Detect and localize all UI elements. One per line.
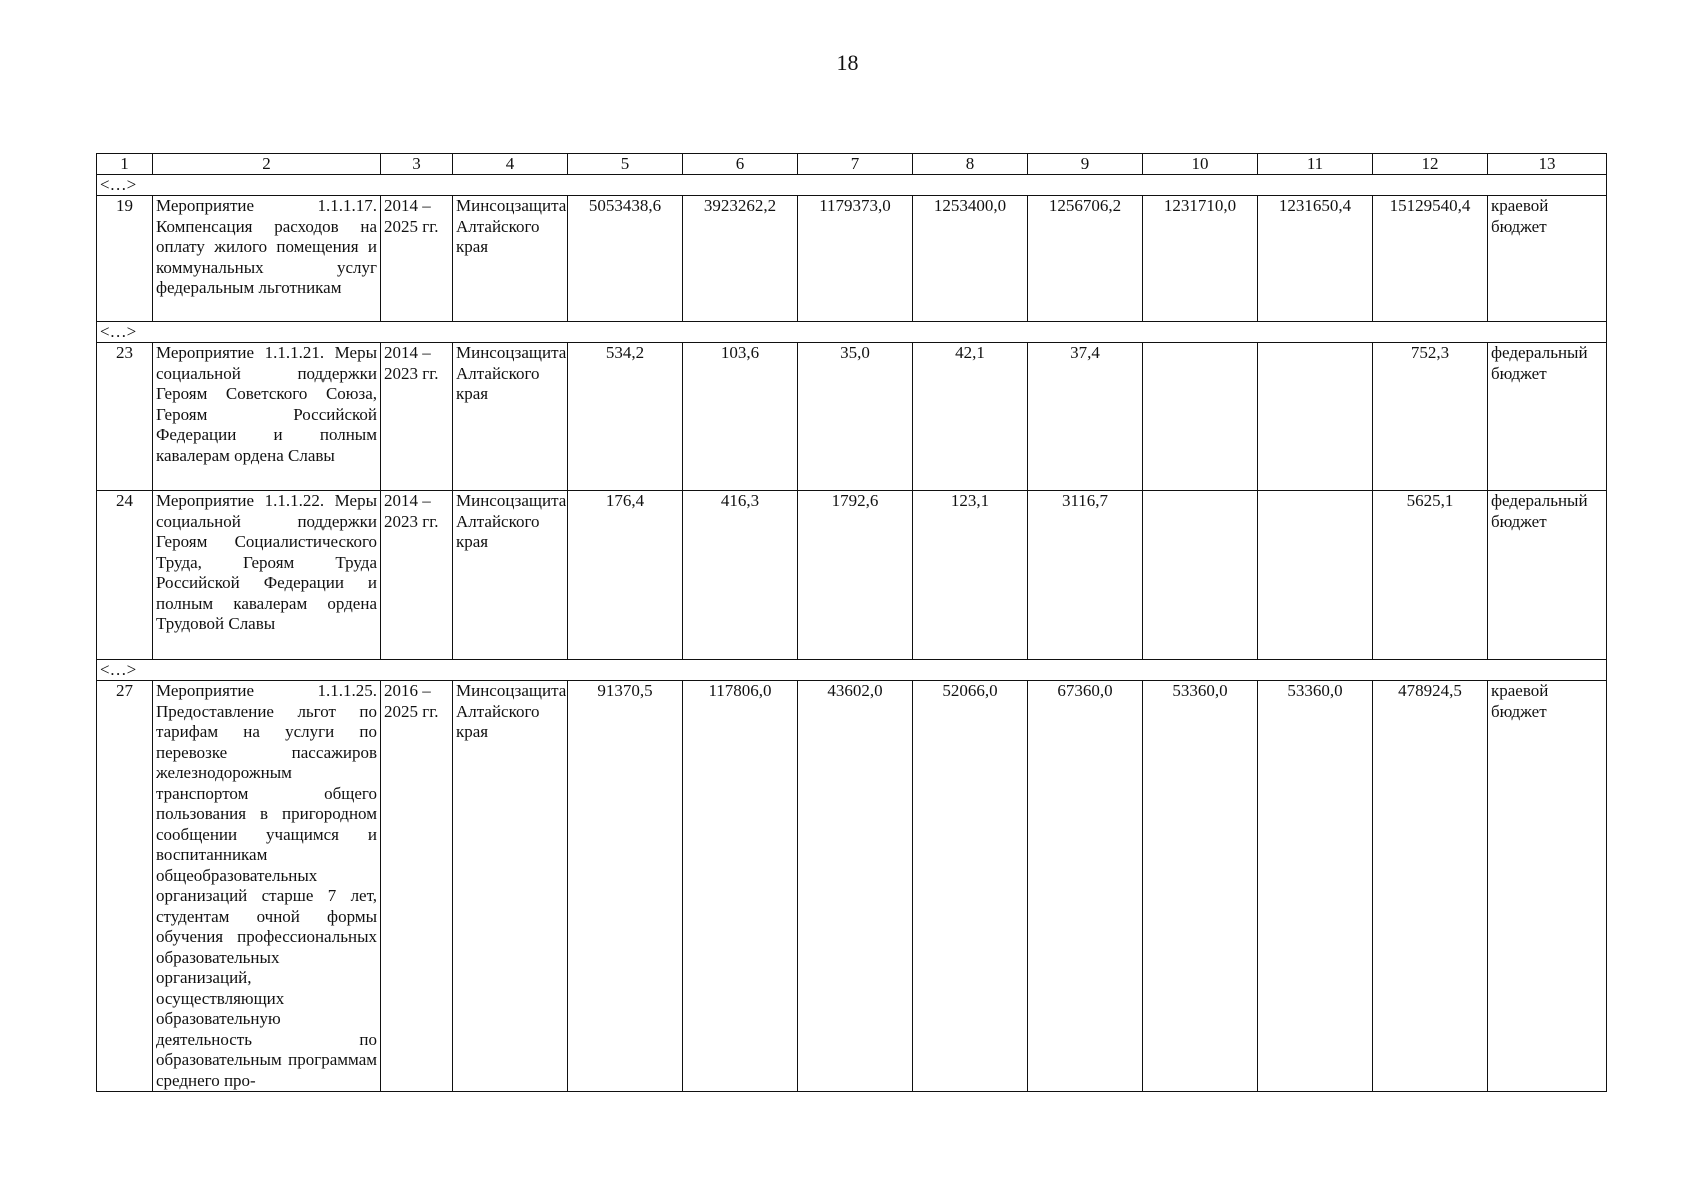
column-number: 2 xyxy=(153,154,381,175)
measure-executor: Минсоцзащита Алтайского края xyxy=(453,343,568,491)
column-number: 5 xyxy=(568,154,683,175)
funding-source: краевой бюджет xyxy=(1488,196,1607,322)
funding-value: 3923262,2 xyxy=(683,196,798,322)
measure-description: Мероприятие 1.1.1.25. Предоставление льгот по тарифам на услуги по перевозке пассажиров железнодорожным транспортом общего пользования в пригородном сообщении учащимся и воспитанникам общеобразовательных организаций старше 7 лет, студентам очной формы обучения профессиональных образовательных организаций, осуществляющих образовательную деятельность по образовательным программам среднего про- xyxy=(153,681,381,1092)
funding-value: 1256706,2 xyxy=(1028,196,1143,322)
funding-value: 5053438,6 xyxy=(568,196,683,322)
funding-value: 103,6 xyxy=(683,343,798,491)
column-number: 13 xyxy=(1488,154,1607,175)
funding-value xyxy=(1258,491,1373,660)
funding-value: 416,3 xyxy=(683,491,798,660)
row-number: 23 xyxy=(97,343,153,491)
omitted-rows-marker xyxy=(97,175,1607,196)
funding-value: 176,4 xyxy=(568,491,683,660)
funding-value: 1231710,0 xyxy=(1143,196,1258,322)
column-number: 12 xyxy=(1373,154,1488,175)
funding-value: 53360,0 xyxy=(1258,681,1373,1092)
ellipsis-text: <…> xyxy=(97,175,1607,196)
funding-source: краевой бюджет xyxy=(1488,681,1607,1092)
column-number: 11 xyxy=(1258,154,1373,175)
funding-value: 3116,7 xyxy=(1028,491,1143,660)
measure-description: Мероприятие 1.1.1.17. Компенсация расходов на оплату жилого помещения и коммунальных услуг федеральным льготникам xyxy=(153,196,381,322)
funding-value: 91370,5 xyxy=(568,681,683,1092)
measure-executor: Минсоцзащита Алтайского края xyxy=(453,681,568,1092)
column-number: 8 xyxy=(913,154,1028,175)
ellipsis-text: <…> xyxy=(97,322,1607,343)
funding-value: 1792,6 xyxy=(798,491,913,660)
column-number: 4 xyxy=(453,154,568,175)
funding-total: 752,3 xyxy=(1373,343,1488,491)
funding-total: 15129540,4 xyxy=(1373,196,1488,322)
measure-description: Мероприятие 1.1.1.21. Меры социальной поддержки Героям Советского Союза, Героям Российской Федерации и полным кавалерам ордена Славы xyxy=(153,343,381,491)
funding-value: 52066,0 xyxy=(913,681,1028,1092)
funding-value: 117806,0 xyxy=(683,681,798,1092)
measure-period: 2014 – 2023 гг. xyxy=(381,343,453,491)
funding-value: 53360,0 xyxy=(1143,681,1258,1092)
measure-executor: Минсоцзащита Алтайского края xyxy=(453,491,568,660)
table-row xyxy=(97,681,1607,1092)
funding-value: 43602,0 xyxy=(798,681,913,1092)
column-number: 7 xyxy=(798,154,913,175)
funding-total: 478924,5 xyxy=(1373,681,1488,1092)
funding-value: 1179373,0 xyxy=(798,196,913,322)
table-row xyxy=(97,491,1607,660)
column-number: 1 xyxy=(97,154,153,175)
funding-source: федеральный бюджет xyxy=(1488,343,1607,491)
funding-value xyxy=(1143,343,1258,491)
omitted-rows-marker xyxy=(97,322,1607,343)
column-number: 3 xyxy=(381,154,453,175)
funding-value: 67360,0 xyxy=(1028,681,1143,1092)
page-number: 18 xyxy=(836,50,859,75)
funding-value: 1253400,0 xyxy=(913,196,1028,322)
omitted-rows-marker xyxy=(97,660,1607,681)
funding-value: 37,4 xyxy=(1028,343,1143,491)
funding-source: федеральный бюджет xyxy=(1488,491,1607,660)
funding-value: 534,2 xyxy=(568,343,683,491)
row-number: 24 xyxy=(97,491,153,660)
funding-value xyxy=(1258,343,1373,491)
funding-value: 42,1 xyxy=(913,343,1028,491)
budget-table xyxy=(96,153,1607,1092)
funding-value: 35,0 xyxy=(798,343,913,491)
measure-period: 2014 – 2025 гг. xyxy=(381,196,453,322)
column-number-row xyxy=(97,154,1607,175)
measure-executor: Минсоцзащита Алтайского края xyxy=(453,196,568,322)
row-number: 27 xyxy=(97,681,153,1092)
column-number: 10 xyxy=(1143,154,1258,175)
funding-total: 5625,1 xyxy=(1373,491,1488,660)
row-number: 19 xyxy=(97,196,153,322)
table-row xyxy=(97,343,1607,491)
column-number: 9 xyxy=(1028,154,1143,175)
column-number: 6 xyxy=(683,154,798,175)
measure-description: Мероприятие 1.1.1.22. Меры социальной поддержки Героям Социалистического Труда, Героям Труда Российской Федерации и полным кавалерам ордена Трудовой Славы xyxy=(153,491,381,660)
measure-period: 2014 – 2023 гг. xyxy=(381,491,453,660)
measure-period: 2016 – 2025 гг. xyxy=(381,681,453,1092)
funding-value xyxy=(1143,491,1258,660)
funding-value: 123,1 xyxy=(913,491,1028,660)
ellipsis-text: <…> xyxy=(97,660,1607,681)
funding-value: 1231650,4 xyxy=(1258,196,1373,322)
table-row xyxy=(97,196,1607,322)
